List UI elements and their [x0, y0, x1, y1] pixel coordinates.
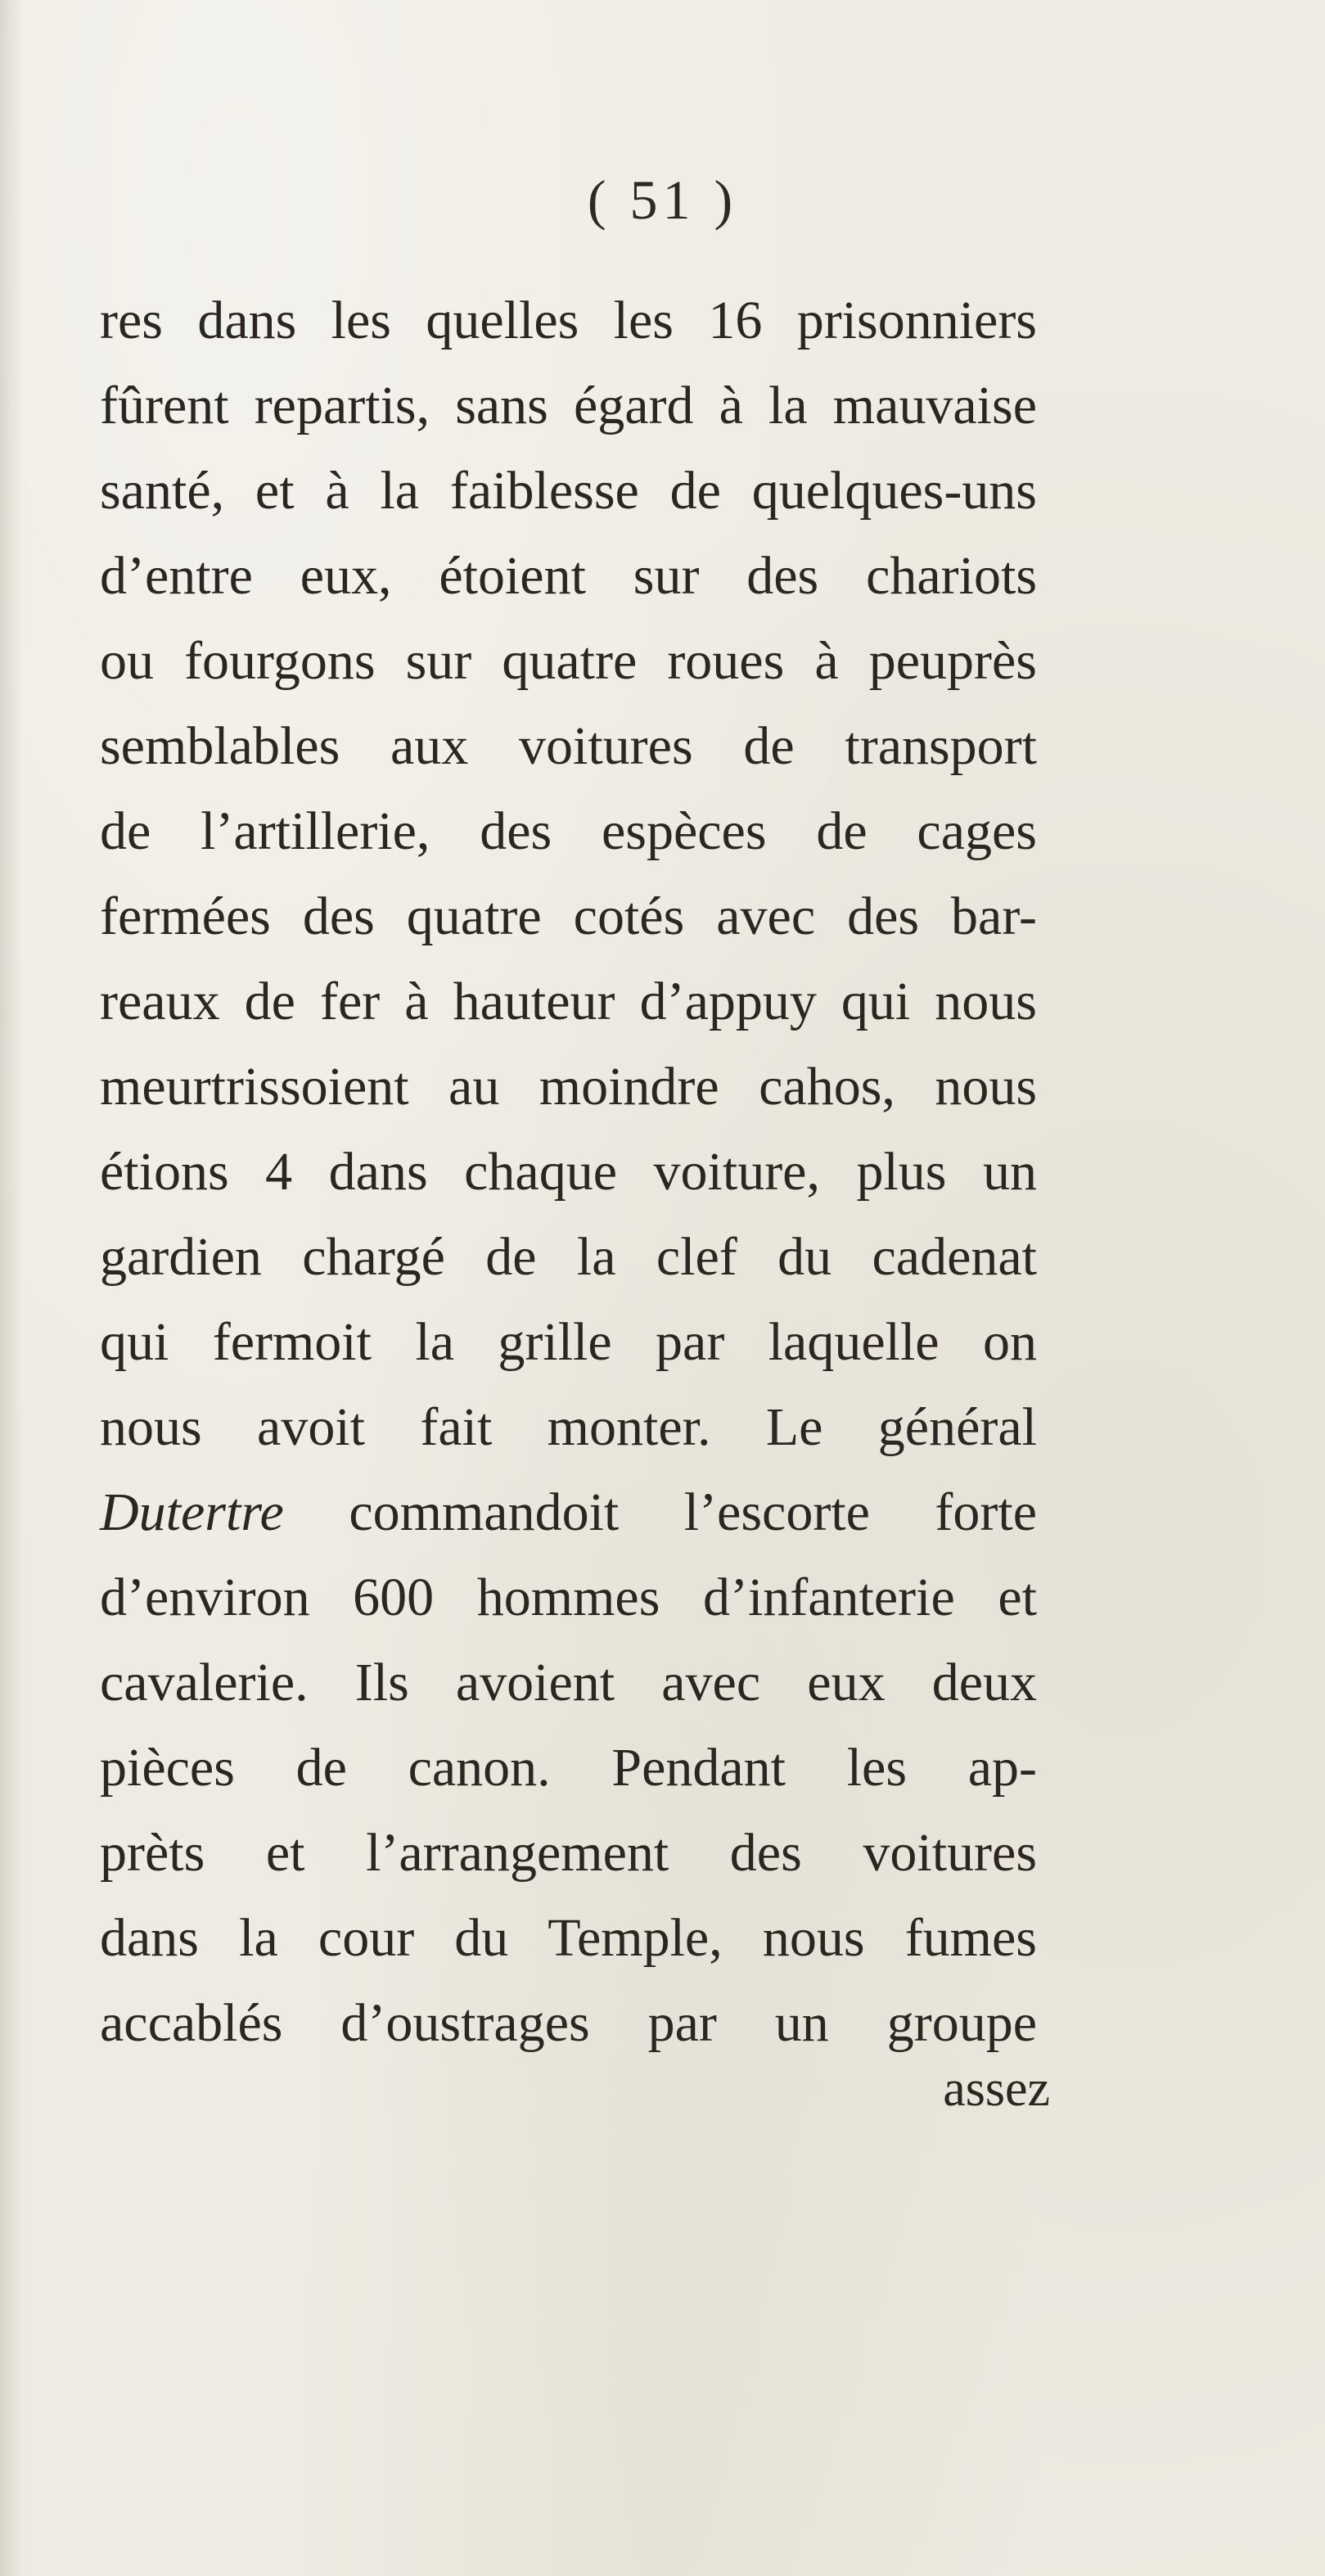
text-line-10: meurtrissoient au moindre cahos, nous	[100, 1057, 1037, 1117]
body-text	[100, 278, 1037, 2066]
text-line-16: d’environ 600 hommes d’infanterie et	[100, 1568, 1037, 1627]
page-edge-shadow	[0, 0, 23, 2576]
text-line-9: reaux de fer à hauteur d’appuy qui nous	[100, 972, 1037, 1031]
text-line-5: ou fourgons sur quatre roues à peuprès	[100, 631, 1037, 691]
text-line-7: de l’artillerie, des espèces de cages	[100, 801, 1037, 861]
text-line-18: pièces de canon. Pendant les ap-	[100, 1738, 1037, 1798]
italic-name: Dutertre	[100, 1482, 284, 1542]
text-line-4: d’entre eux, étoient sur des chariots	[100, 546, 1037, 606]
text-line-21: accablés d’oustrages par un groupe	[100, 1993, 1037, 2053]
text-line-1: res dans les quelles les 16 prisonniers	[100, 291, 1037, 350]
text-line-20: dans la cour du Temple, nous fumes	[100, 1908, 1037, 1968]
text-line-2: fûrent repartis, sans égard à la mauvaise	[100, 376, 1037, 435]
page-number: ( 51 )	[587, 169, 738, 231]
text-line-11: étions 4 dans chaque voiture, plus un	[100, 1142, 1037, 1202]
text-line-17: cavalerie. Ils avoient avec eux deux	[100, 1653, 1037, 1712]
text-line-14: nous avoit fait monter. Le général	[100, 1397, 1037, 1457]
text-line-15	[100, 1470, 1037, 1555]
text-line-13: qui fermoit la grille par laquelle on	[100, 1312, 1037, 1372]
text-line-15-rest: commandoit l’escorte forte	[283, 1482, 1037, 1542]
text-line-12: gardien chargé de la clef du cadenat	[100, 1227, 1037, 1287]
text-line-3: santé, et à la faiblesse de quelques-uns	[100, 461, 1037, 521]
text-line-6: semblables aux voitures de transport	[100, 716, 1037, 776]
text-line-19: prèts et l’arrangement des voitures	[100, 1823, 1037, 1883]
text-line-8: fermées des quatre cotés avec des bar-	[100, 886, 1037, 946]
catchword: assez	[943, 2061, 1050, 2117]
